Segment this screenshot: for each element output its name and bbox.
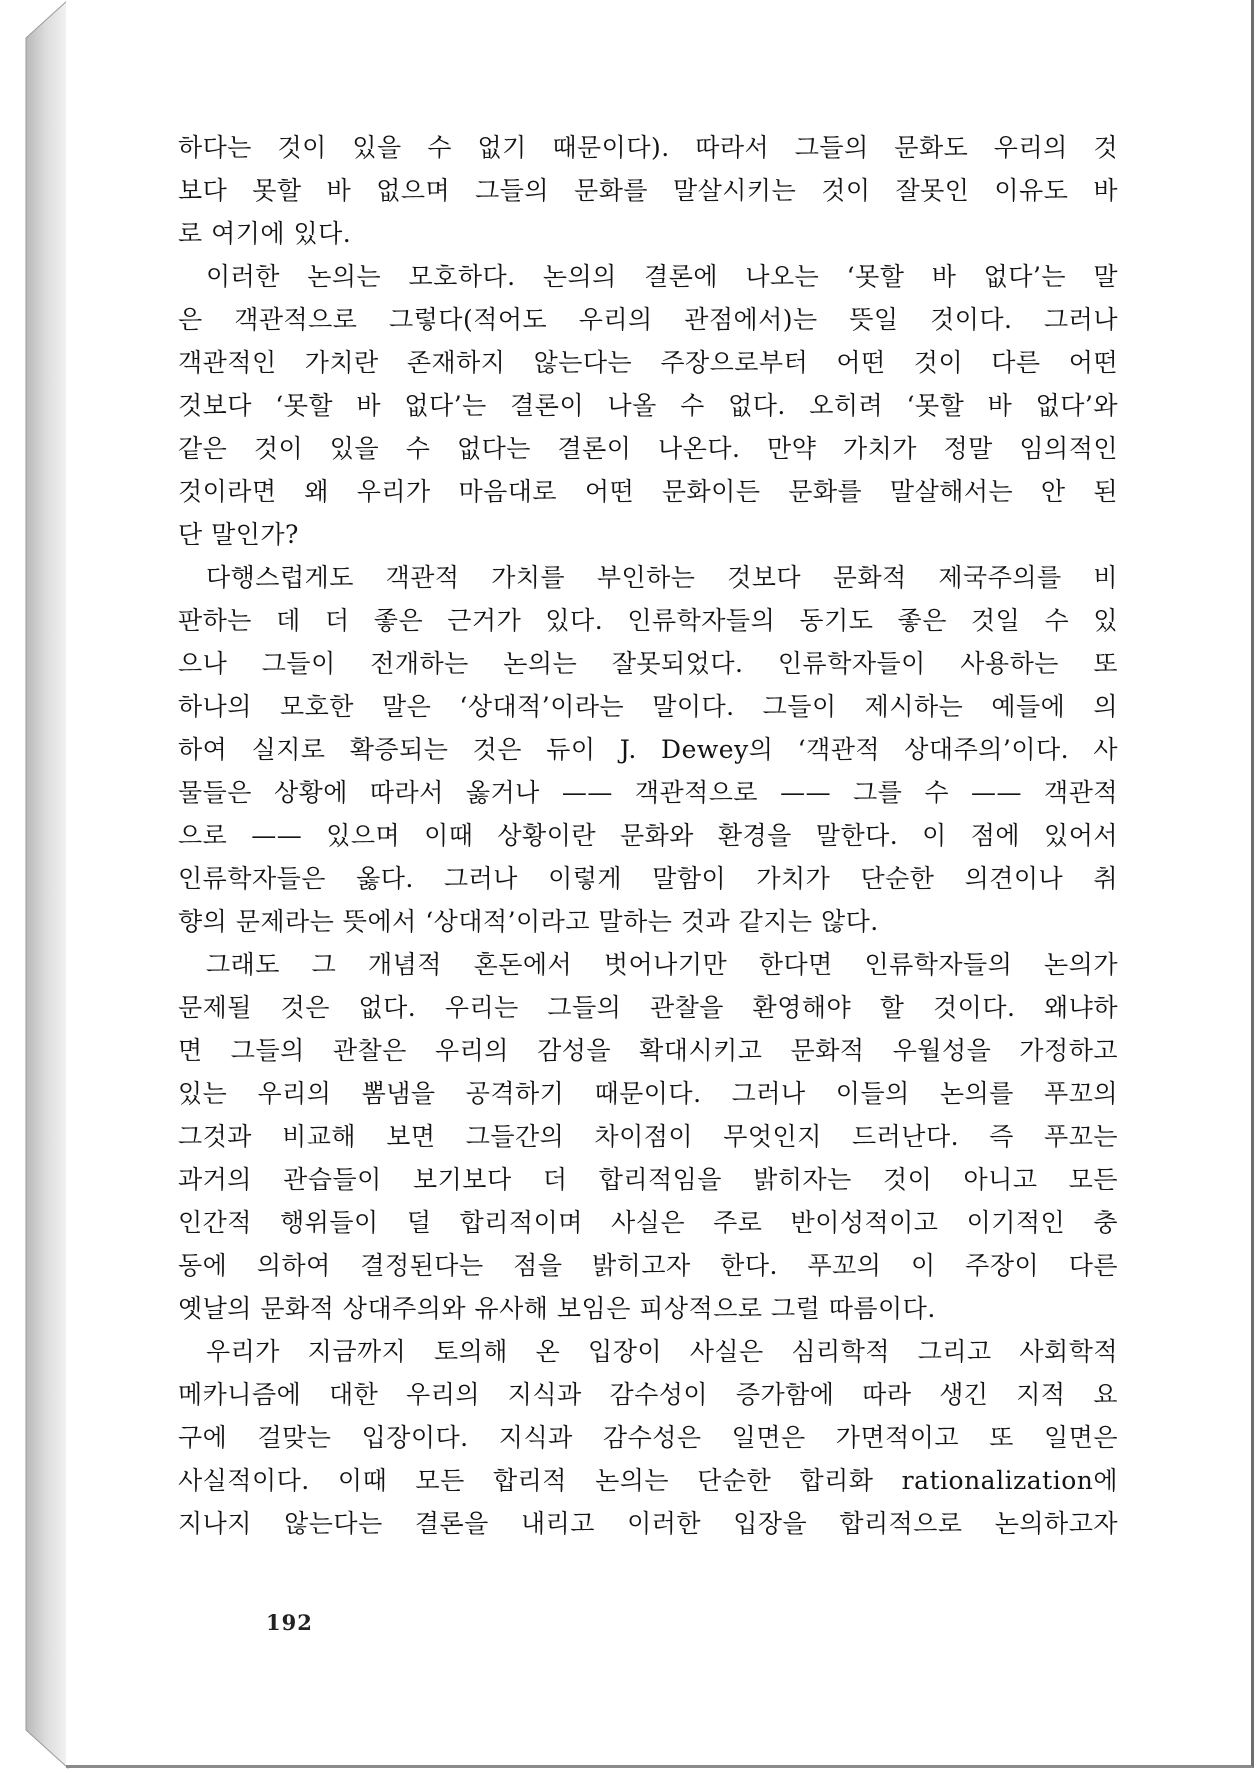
text-line: 지나지 않는다는 결론을 내리고 이러한 입장을 합리적으로 논의하고자: [178, 1509, 1118, 1538]
text-line: 동에 의하여 결정된다는 점을 밝히고자 한다. 푸꼬의 이 주장이 다른: [178, 1251, 1118, 1280]
text-line: 옛날의 문화적 상대주의와 유사해 보임은 피상적으로 그럴 따름이다.: [178, 1294, 936, 1323]
text-line: 로 여기에 있다.: [178, 219, 352, 248]
text-line: 단 말인가?: [178, 520, 299, 549]
text-line: 우리가 지금까지 토의해 온 입장이 사실은 심리학적 그리고 사회학적: [206, 1337, 1118, 1366]
text-line: 으나 그들이 전개하는 논의는 잘못되었다. 인류학자들이 사용하는 또: [178, 649, 1118, 678]
text-line: 객관적인 가치란 존재하지 않는다는 주장으로부터 어떤 것이 다른 어떤: [178, 348, 1118, 377]
text-line: 있는 우리의 뽐냄을 공격하기 때문이다. 그러나 이들의 논의를 푸꼬의: [178, 1079, 1118, 1108]
text-line: 다행스럽게도 객관적 가치를 부인하는 것보다 문화적 제국주의를 비: [206, 563, 1118, 592]
text-line: 메카니즘에 대한 우리의 지식과 감수성이 증가함에 따라 생긴 지적 요: [178, 1380, 1118, 1409]
text-line: 사실적이다. 이때 모든 합리적 논의는 단순한 합리화 rationalization에: [178, 1466, 1118, 1495]
text-line: 면 그들의 관찰은 우리의 감성을 확대시키고 문화적 우월성을 가정하고: [178, 1036, 1118, 1065]
text-line: 과거의 관습들이 보기보다 더 합리적임을 밝히자는 것이 아니고 모든: [178, 1165, 1118, 1194]
text-line: 것보다 ‘못할 바 없다’는 결론이 나올 수 없다. 오히려 ‘못할 바 없다’와: [178, 391, 1118, 420]
body-text: [178, 126, 1118, 1545]
text-line: 이러한 논의는 모호하다. 논의의 결론에 나오는 ‘못할 바 없다’는 말: [206, 262, 1118, 291]
text-line: 판하는 데 더 좋은 근거가 있다. 인류학자들의 동기도 좋은 것일 수 있: [178, 606, 1118, 635]
text-line: 하나의 모호한 말은 ‘상대적’이라는 말이다. 그들이 제시하는 예들에 의: [178, 692, 1118, 721]
text-line: 그래도 그 개념적 혼돈에서 벗어나기만 한다면 인류학자들의 논의가: [206, 950, 1118, 979]
text-line: 인간적 행위들이 덜 합리적이며 사실은 주로 반이성적이고 이기적인 충: [178, 1208, 1118, 1237]
text-line: 은 객관적으로 그렇다(적어도 우리의 관점에서)는 뜻일 것이다. 그러나: [178, 305, 1118, 334]
text-line: 구에 걸맞는 입장이다. 지식과 감수성은 일면은 가면적이고 또 일면은: [178, 1423, 1118, 1452]
text-line: 으로 —— 있으며 이때 상황이란 문화와 환경을 말한다. 이 점에 있어서: [178, 821, 1118, 850]
text-line: 보다 못할 바 없으며 그들의 문화를 말살시키는 것이 잘못인 이유도 바: [178, 176, 1118, 205]
text-line: 향의 문제라는 뜻에서 ‘상대적’이라고 말하는 것과 같지는 않다.: [178, 907, 879, 936]
text-line: 그것과 비교해 보면 그들간의 차이점이 무엇인지 드러난다. 즉 푸꼬는: [178, 1122, 1118, 1151]
text-line: 하다는 것이 있을 수 없기 때문이다). 따라서 그들의 문화도 우리의 것: [178, 133, 1118, 162]
text-line: 인류학자들은 옳다. 그러나 이렇게 말함이 가치가 단순한 의견이나 취: [178, 864, 1118, 893]
text-line: 하여 실지로 확증되는 것은 듀이 J. Dewey의 ‘객관적 상대주의’이다. 사: [178, 735, 1118, 764]
page-number: 192: [266, 1610, 313, 1635]
text-line: 물들은 상황에 따라서 옳거나 —— 객관적으로 —— 그를 수 —— 객관적: [178, 778, 1118, 807]
text-line: 문제될 것은 없다. 우리는 그들의 관찰을 환영해야 할 것이다. 왜냐하: [178, 993, 1118, 1022]
text-line: 같은 것이 있을 수 없다는 결론이 나온다. 만약 가치가 정말 임의적인: [178, 434, 1118, 463]
text-line: 것이라면 왜 우리가 마음대로 어떤 문화이든 문화를 말살해서는 안 된: [178, 477, 1118, 506]
